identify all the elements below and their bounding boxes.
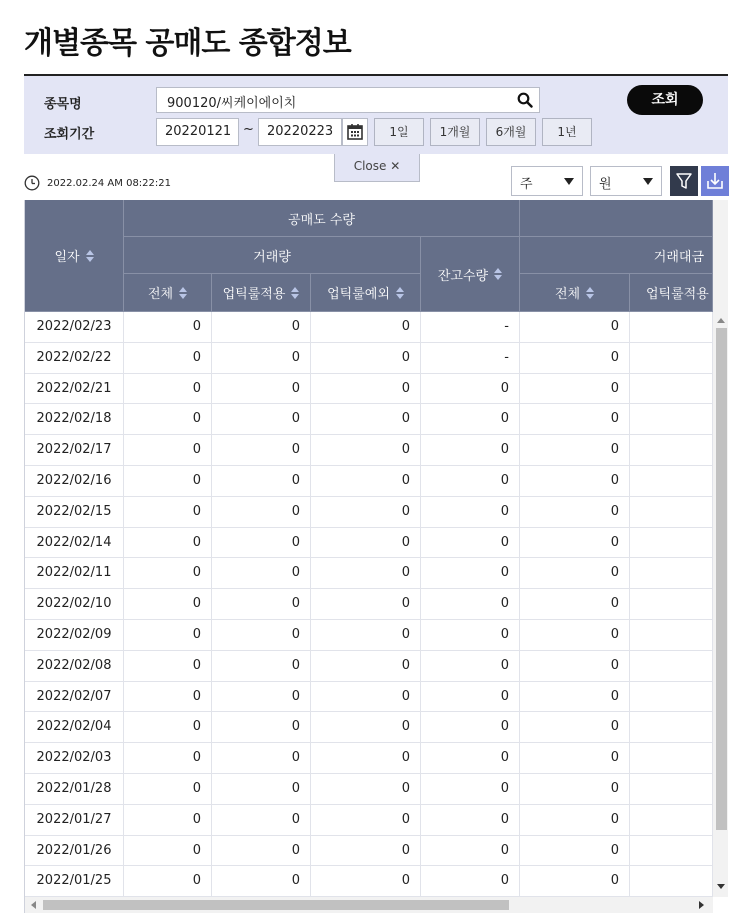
cell-volume-uptick-exempt: 0 (311, 651, 421, 681)
table-body (25, 312, 713, 897)
cell-amount-total: 0 (520, 866, 630, 896)
cell-volume-uptick-applied: 0 (212, 435, 311, 465)
table-row[interactable] (25, 866, 713, 897)
cell-balance: 0 (421, 743, 520, 773)
table-row[interactable] (25, 558, 713, 589)
sort-icon[interactable] (179, 287, 187, 299)
cell-volume-uptick-applied: 0 (212, 528, 311, 558)
cell-date: 2022/02/11 (25, 558, 124, 588)
filter-icon (670, 166, 698, 196)
header-amount-total[interactable]: 전체 (520, 274, 630, 312)
table-row[interactable] (25, 774, 713, 805)
period-6-month-button[interactable]: 6개월 (486, 118, 536, 146)
cell-volume-total: 0 (124, 435, 212, 465)
date-from-input[interactable]: 20220121 (156, 118, 239, 146)
header-amount-uptick-applied[interactable]: 업틱룰적용 (630, 274, 713, 312)
table-row[interactable] (25, 836, 713, 867)
cell-volume-total: 0 (124, 497, 212, 527)
cell-amount-uptick-applied (630, 866, 713, 896)
cell-balance: 0 (421, 497, 520, 527)
cell-balance: 0 (421, 805, 520, 835)
cell-volume-uptick-applied: 0 (212, 404, 311, 434)
cell-date: 2022/02/21 (25, 374, 124, 404)
cell-date: 2022/01/26 (25, 836, 124, 866)
cell-volume-uptick-applied: 0 (212, 805, 311, 835)
sort-icon[interactable] (586, 287, 594, 299)
calendar-icon (343, 119, 367, 145)
cell-volume-uptick-applied: 0 (212, 743, 311, 773)
cell-volume-uptick-exempt: 0 (311, 466, 421, 496)
cell-balance: 0 (421, 589, 520, 619)
cell-amount-uptick-applied (630, 774, 713, 804)
period-1-day-button[interactable]: 1일 (374, 118, 424, 146)
cell-volume-uptick-applied: 0 (212, 836, 311, 866)
unit-select[interactable] (590, 166, 662, 196)
cell-volume-uptick-applied: 0 (212, 343, 311, 373)
header-group-short-volume: 공매도 수량 (124, 200, 520, 237)
cell-date: 2022/02/18 (25, 404, 124, 434)
cell-volume-uptick-applied: 0 (212, 774, 311, 804)
cell-amount-uptick-applied (630, 712, 713, 742)
cell-volume-total: 0 (124, 682, 212, 712)
table-row[interactable] (25, 712, 713, 743)
cell-volume-uptick-applied: 0 (212, 497, 311, 527)
vertical-scrollbar[interactable] (713, 200, 728, 897)
cell-volume-uptick-applied: 0 (212, 682, 311, 712)
cell-date: 2022/02/03 (25, 743, 124, 773)
header-volume-uptick-exempt[interactable]: 업틱룰예외 (311, 274, 421, 312)
cell-balance: 0 (421, 866, 520, 896)
header-date[interactable]: 일자 (25, 200, 124, 312)
clock-icon (24, 175, 40, 191)
cell-amount-total: 0 (520, 712, 630, 742)
horizontal-scrollbar[interactable] (25, 897, 713, 913)
cell-balance: 0 (421, 682, 520, 712)
dropdown-arrow-icon (643, 178, 653, 185)
cell-volume-uptick-exempt: 0 (311, 528, 421, 558)
cell-volume-total: 0 (124, 404, 212, 434)
cell-volume-uptick-applied: 0 (212, 712, 311, 742)
cell-volume-uptick-applied: 0 (212, 866, 311, 896)
cell-amount-total: 0 (520, 343, 630, 373)
table-row[interactable] (25, 651, 713, 682)
cell-volume-total: 0 (124, 774, 212, 804)
table-row[interactable] (25, 743, 713, 774)
download-icon (701, 166, 729, 196)
cell-amount-uptick-applied (630, 558, 713, 588)
header-balance[interactable]: 잔고수량 (421, 237, 520, 312)
header-volume-uptick-applied[interactable]: 업틱룰적용 (212, 274, 311, 312)
cell-amount-uptick-applied (630, 805, 713, 835)
cell-volume-uptick-exempt: 0 (311, 312, 421, 342)
cell-amount-uptick-applied (630, 497, 713, 527)
cell-date: 2022/01/28 (25, 774, 124, 804)
cell-volume-uptick-exempt: 0 (311, 589, 421, 619)
cell-balance: - (421, 343, 520, 373)
cell-volume-total: 0 (124, 836, 212, 866)
cell-amount-total: 0 (520, 805, 630, 835)
cell-amount-uptick-applied (630, 620, 713, 650)
cell-amount-total: 0 (520, 620, 630, 650)
frequency-select[interactable] (511, 166, 583, 196)
cell-volume-total: 0 (124, 589, 212, 619)
cell-balance: 0 (421, 836, 520, 866)
cell-volume-uptick-applied: 0 (212, 558, 311, 588)
cell-volume-uptick-applied: 0 (212, 312, 311, 342)
horizontal-scroll-thumb[interactable] (43, 900, 509, 910)
cell-date: 2022/02/04 (25, 712, 124, 742)
cell-amount-uptick-applied (630, 528, 713, 558)
cell-balance: 0 (421, 774, 520, 804)
timestamp: 2022.02.24 AM 08:22:21 (47, 178, 171, 189)
cell-date: 2022/02/16 (25, 466, 124, 496)
cell-volume-uptick-exempt: 0 (311, 374, 421, 404)
date-range-separator: ~ (243, 122, 254, 137)
cell-volume-total: 0 (124, 651, 212, 681)
cell-volume-total: 0 (124, 743, 212, 773)
cell-amount-uptick-applied (630, 374, 713, 404)
cell-amount-uptick-applied (630, 404, 713, 434)
sort-icon[interactable] (291, 287, 299, 299)
cell-volume-total: 0 (124, 374, 212, 404)
cell-amount-total: 0 (520, 497, 630, 527)
cell-balance: 0 (421, 374, 520, 404)
cell-balance: 0 (421, 620, 520, 650)
cell-amount-total: 0 (520, 404, 630, 434)
cell-volume-total: 0 (124, 466, 212, 496)
table-row[interactable] (25, 312, 713, 343)
cell-volume-uptick-exempt: 0 (311, 558, 421, 588)
cell-volume-uptick-exempt: 0 (311, 805, 421, 835)
cell-volume-uptick-exempt: 0 (311, 404, 421, 434)
cell-volume-uptick-applied: 0 (212, 466, 311, 496)
frequency-select-value: 주 (520, 177, 533, 192)
cell-balance: 0 (421, 651, 520, 681)
close-panel-button[interactable]: Close ✕ (334, 154, 420, 182)
cell-volume-uptick-exempt: 0 (311, 774, 421, 804)
cell-amount-total: 0 (520, 836, 630, 866)
cell-amount-total: 0 (520, 466, 630, 496)
cell-date: 2022/02/17 (25, 435, 124, 465)
cell-volume-uptick-exempt: 0 (311, 743, 421, 773)
date-to-input[interactable]: 20220223 (258, 118, 342, 146)
cell-volume-total: 0 (124, 712, 212, 742)
cell-amount-uptick-applied (630, 589, 713, 619)
cell-balance: 0 (421, 712, 520, 742)
calendar-button[interactable] (342, 118, 368, 146)
vertical-scroll-thumb[interactable] (716, 328, 727, 830)
cell-date: 2022/02/07 (25, 682, 124, 712)
short-selling-table (24, 200, 728, 913)
header-group-trade-amount: 거래대금 (520, 237, 713, 274)
cell-amount-uptick-applied (630, 343, 713, 373)
cell-amount-total: 0 (520, 682, 630, 712)
table-row[interactable] (25, 528, 713, 559)
table-row[interactable] (25, 589, 713, 620)
cell-volume-uptick-applied: 0 (212, 589, 311, 619)
table-row[interactable] (25, 682, 713, 713)
sort-icon[interactable] (396, 287, 404, 299)
cell-volume-uptick-exempt: 0 (311, 620, 421, 650)
cell-balance: 0 (421, 558, 520, 588)
cell-date: 2022/02/08 (25, 651, 124, 681)
cell-volume-total: 0 (124, 866, 212, 896)
cell-volume-total: 0 (124, 343, 212, 373)
scroll-down-icon[interactable] (717, 884, 725, 889)
inquiry-button[interactable]: 조회 (627, 85, 703, 115)
cell-volume-uptick-applied: 0 (212, 651, 311, 681)
stock-search-input[interactable]: 900120/씨케이에이치 (156, 87, 540, 113)
download-button[interactable] (701, 166, 729, 196)
unit-select-value: 원 (599, 177, 612, 192)
cell-volume-total: 0 (124, 620, 212, 650)
sort-icon[interactable] (494, 268, 502, 280)
cell-balance: 0 (421, 404, 520, 434)
cell-volume-uptick-exempt: 0 (311, 866, 421, 896)
period-1-year-button[interactable]: 1년 (542, 118, 592, 146)
cell-amount-uptick-applied (630, 312, 713, 342)
cell-date: 2022/01/25 (25, 866, 124, 896)
cell-amount-total: 0 (520, 312, 630, 342)
stock-name-label: 종목명 (44, 97, 82, 112)
cell-volume-uptick-applied: 0 (212, 620, 311, 650)
cell-volume-uptick-applied: 0 (212, 374, 311, 404)
search-icon[interactable] (517, 92, 533, 108)
cell-amount-total: 0 (520, 374, 630, 404)
cell-volume-uptick-exempt: 0 (311, 682, 421, 712)
cell-volume-uptick-exempt: 0 (311, 343, 421, 373)
page-title: 개별종목 공매도 종합정보 (24, 26, 351, 61)
table-row[interactable] (25, 805, 713, 836)
cell-amount-uptick-applied (630, 682, 713, 712)
table-row[interactable] (25, 374, 713, 405)
cell-amount-total: 0 (520, 589, 630, 619)
table-row[interactable] (25, 435, 713, 466)
period-1-month-button[interactable]: 1개월 (430, 118, 480, 146)
cell-balance: 0 (421, 528, 520, 558)
header-volume-total[interactable]: 전체 (124, 274, 212, 312)
filter-button[interactable] (670, 166, 698, 196)
cell-amount-total: 0 (520, 558, 630, 588)
cell-amount-total: 0 (520, 435, 630, 465)
search-panel (24, 74, 728, 154)
cell-volume-total: 0 (124, 558, 212, 588)
scroll-right-icon[interactable] (699, 901, 704, 909)
cell-volume-uptick-exempt: 0 (311, 836, 421, 866)
cell-volume-total: 0 (124, 805, 212, 835)
cell-balance: 0 (421, 466, 520, 496)
table-row[interactable] (25, 497, 713, 528)
cell-date: 2022/01/27 (25, 805, 124, 835)
cell-amount-total: 0 (520, 651, 630, 681)
cell-date: 2022/02/14 (25, 528, 124, 558)
table-row[interactable] (25, 620, 713, 651)
cell-amount-total: 0 (520, 774, 630, 804)
cell-balance: - (421, 312, 520, 342)
table-row[interactable] (25, 466, 713, 497)
cell-volume-uptick-exempt: 0 (311, 712, 421, 742)
cell-amount-uptick-applied (630, 435, 713, 465)
header-group-trade-volume: 거래량 (124, 237, 421, 274)
cell-amount-uptick-applied (630, 466, 713, 496)
header-group-short-amount (520, 200, 713, 237)
table-row[interactable] (25, 404, 713, 435)
cell-amount-total: 0 (520, 743, 630, 773)
cell-balance: 0 (421, 435, 520, 465)
cell-date: 2022/02/10 (25, 589, 124, 619)
period-label: 조회기간 (44, 127, 95, 142)
cell-amount-uptick-applied (630, 743, 713, 773)
cell-volume-uptick-exempt: 0 (311, 435, 421, 465)
cell-volume-uptick-exempt: 0 (311, 497, 421, 527)
cell-volume-total: 0 (124, 312, 212, 342)
scroll-left-icon[interactable] (31, 901, 36, 909)
cell-amount-uptick-applied (630, 836, 713, 866)
cell-date: 2022/02/09 (25, 620, 124, 650)
cell-amount-uptick-applied (630, 651, 713, 681)
sort-icon[interactable] (86, 250, 94, 262)
cell-date: 2022/02/15 (25, 497, 124, 527)
cell-amount-total: 0 (520, 528, 630, 558)
cell-volume-total: 0 (124, 528, 212, 558)
scroll-up-icon[interactable] (717, 318, 725, 323)
table-row[interactable] (25, 343, 713, 374)
cell-date: 2022/02/22 (25, 343, 124, 373)
cell-date: 2022/02/23 (25, 312, 124, 342)
dropdown-arrow-icon (564, 178, 574, 185)
